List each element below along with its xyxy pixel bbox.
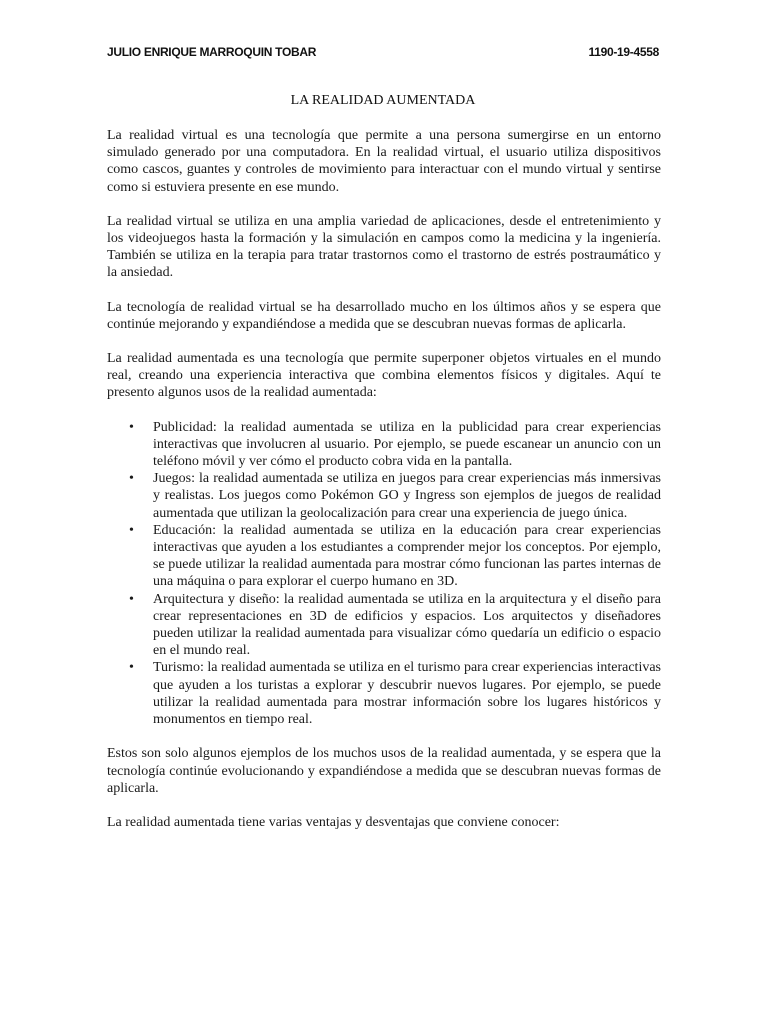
list-item-text: Juegos: la realidad aumentada se utiliza en juegos para crear experiencias más inmersivas y realistas. Los juegos como Pokémon GO y Ingress son ejemplos de juegos de realidad aumentada que utilizan la geolocalización para crear una experiencia de juego única. — [153, 471, 661, 521]
bullet-icon: • — [129, 471, 134, 487]
bullet-icon: • — [129, 522, 134, 538]
id-number: 1190-19-4558 — [588, 45, 659, 59]
bullet-icon: • — [129, 660, 134, 676]
list-item-text: Publicidad: la realidad aumentada se utiliza en la publicidad para crear experiencias interactivas que involucren al usuario. Por ejemplo, se puede escanear un anuncio con un teléfono móvil y ver cómo el producto cobra vida en la pantalla. — [153, 419, 661, 470]
list-item-text: Arquitectura y diseño: la realidad aumentada se utiliza en la arquitectura y el diseño para crear representaciones en 3D de edificios y espacios. Los arquitectos y diseñadores pueden utilizar la realidad aumentada para visualizar cómo quedaría un edificio o espacio en el mundo real. — [153, 591, 661, 659]
document-title: LA REALIDAD AUMENTADA — [290, 93, 476, 108]
paragraph: La tecnología de realidad virtual se ha desarrollado mucho en los últimos años y se espera que continúe mejorando y expandiéndose a medida que se descubran nuevas formas de aplicarla. — [107, 299, 661, 332]
list-item — [107, 591, 661, 660]
document-body — [107, 127, 661, 848]
ar-uses-list — [107, 419, 661, 729]
bullet-icon: • — [129, 419, 134, 435]
bullet-icon: • — [129, 591, 134, 607]
list-item — [107, 659, 661, 728]
list-item-text: Educación: la realidad aumentada se utiliza en la educación para crear experiencias interactivas que ayuden a los estudiantes a comprender mejor los conceptos. Por ejemplo, se puede utilizar la realidad aumentada para mostrar cómo funcionan las partes internas de una máquina o para explorar el cuerpo humano en 3D. — [153, 522, 661, 590]
paragraph: La realidad virtual es una tecnología que permite a una persona sumergirse en un entorno simulado generado por una computadora. En la realidad virtual, el usuario utiliza dispositivos como cascos, guantes y controles de movimiento para interactuar con el mundo virtual y sentirse como si estuviera presente en ese mundo. — [107, 128, 661, 195]
list-item-text: Turismo: la realidad aumentada se utiliza en el turismo para crear experiencias interactivas que ayuden a los turistas a explorar y descubrir nuevos lugares. Por ejemplo, se puede utilizar la realidad aumentada para mostrar información sobre los lugares históricos y monumentos en tiempo real. — [153, 660, 661, 728]
list-item — [107, 419, 661, 471]
paragraph: La realidad virtual se utiliza en una amplia variedad de aplicaciones, desde el entretenimiento y los videojuegos hasta la formación y la simulación en campos como la medicina y la ingeniería. También se utiliza en la terapia para tratar trastornos como el trastorno de estrés postraumático y la ansiedad. — [107, 213, 661, 281]
list-item — [107, 470, 661, 522]
paragraph: Estos son solo algunos ejemplos de los muchos usos de la realidad aumentada, y se espera que la tecnología continúe evolucionando y expandiéndose a medida que se descubran nuevas formas de aplicarla. — [107, 746, 661, 796]
paragraph: La realidad aumentada tiene varias ventajas y desventajas que conviene conocer: — [107, 814, 560, 830]
list-item — [107, 522, 661, 591]
author-name: JULIO ENRIQUE MARROQUIN TOBAR — [107, 45, 317, 59]
page-header — [107, 45, 659, 59]
paragraph: La realidad aumentada es una tecnología que permite superponer objetos virtuales en el mundo real, creando una experiencia interactiva que combina elementos físicos y digitales. Aquí te presento algunos usos de la realidad aumentada: — [107, 351, 661, 401]
